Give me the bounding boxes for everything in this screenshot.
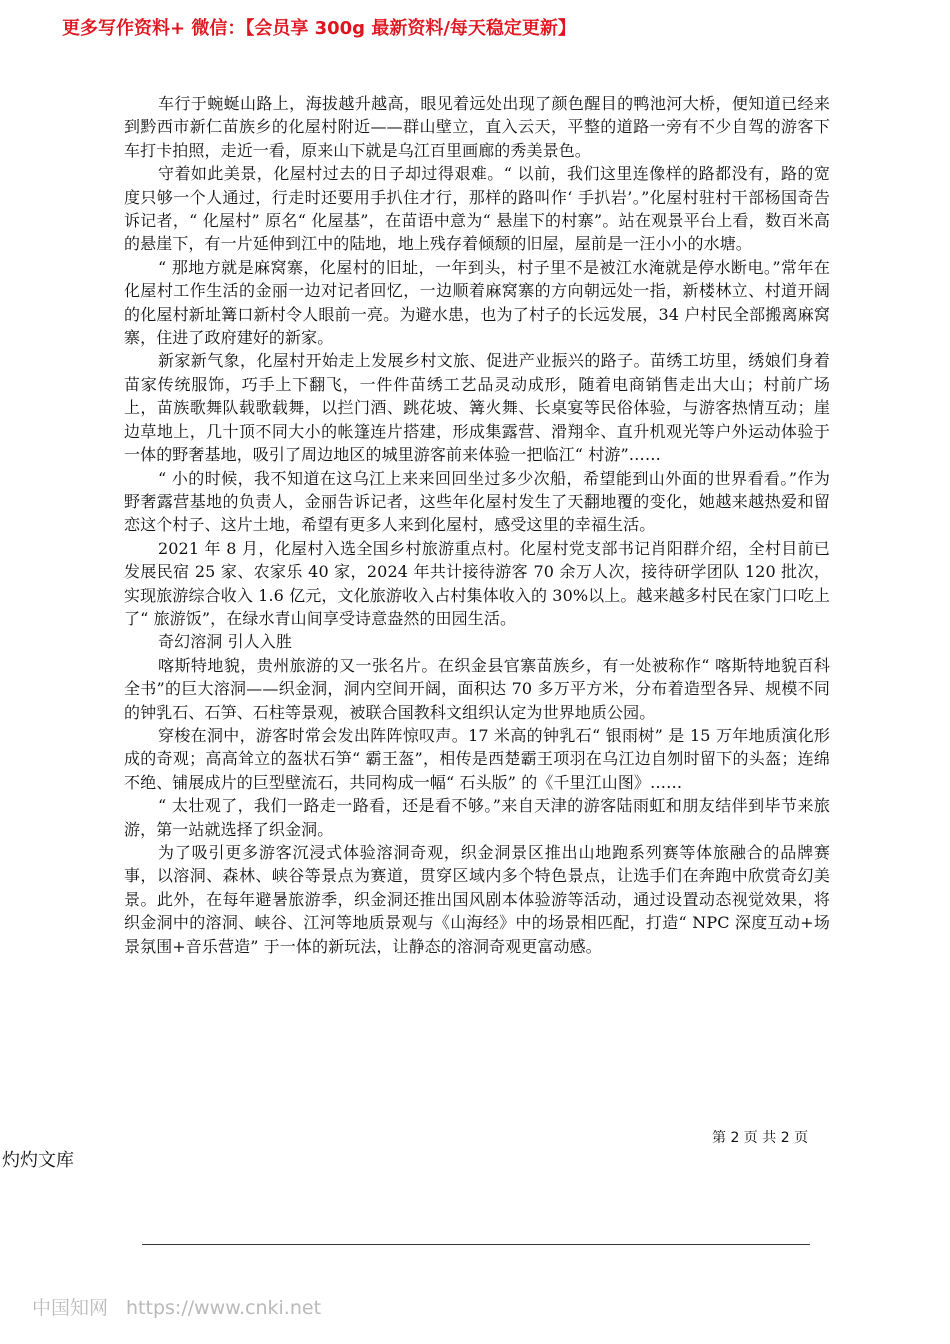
paragraph: 为了吸引更多游客沉浸式体验溶洞奇观，织金洞景区推出山地跑系列赛等体旅融合的品牌赛事，以溶洞、森林、峡谷等景点为赛道，贯穿区域内多个特色景点，让选手们在奔跑中欣赏奇幻美景。此外，在每年避暑旅游季，织金洞还推出国风剧本体验游等活动，通过设置动态视觉效果，将织金洞中的溶洞、峡谷、江河等地质景观与《山海经》中的场景相匹配，打造“ NPC 深度互动+场景氛围+音乐营造” 于一体的新玩法，让静态的溶洞奇观更富动感。	[124, 843, 830, 956]
site-name: 中国知网	[32, 1297, 109, 1319]
footer-source	[32, 1293, 321, 1320]
paragraph: 新家新气象，化屋村开始走上发展乡村文旅、促进产业振兴的路子。苗绣工坊里，绣娘们身着苗家传统服饰，巧手上下翻飞，一件件苗绣工艺品灵动成形，随着电商销售走出大山；村前广场上，苗族歌舞队载歌载舞，以拦门酒、跳花坡、篝火舞、长桌宴等民俗体验，与游客热情互动；崖边草地上，几十顶不同大小的帐篷连片搭建，形成集露营、滑翔伞、直升机观光等户外运动体验于一体的野奢基地，吸引了周边地区的城里游客前来体验一把临江“ 村游”……	[124, 351, 830, 465]
page-number: 第 2 页 共 2 页	[712, 1130, 809, 1146]
paragraph: 守着如此美景，化屋村过去的日子却过得艰难。“ 以前，我们这里连像样的路都没有，路的宽度只够一个人通过，行走时还要用手扒住才行，那样的路叫作‘ 手扒岩’。”化屋村驻村干部杨国奇告诉记者，“ 化屋村” 原名“ 化屋基”，在苗语中意为“ 悬崖下的村寨”。站在观景平台上看，数百米高的悬崖下，有一片延伸到江中的陆地，地上残存着倾颓的旧屋，屋前是一汪小小的水塘。	[124, 164, 830, 254]
paragraph: 车行于蜿蜒山路上，海拔越升越高，眼见着远处出现了颜色醒目的鸭池河大桥，便知道已经来到黔西市新仁苗族乡的化屋村附近——群山壁立，直入云天，平整的道路一旁有不少自驾的游客下车打卡拍照，走近一看，原来山下就是乌江百里画廊的秀美景色。	[124, 94, 830, 160]
paragraph: 2021 年 8 月，化屋村入选全国乡村旅游重点村。化屋村党支部书记肖阳群介绍，全村目前已发展民宿 25 家、农家乐 40 家，2024 年共计接待游客 70 余万人次，接待研学团队 120 批次，实现旅游综合收入 1.6 亿元，文化旅游收入占村集体收入的 30%以上。越来越多村民在家门口吃上了“ 旅游饭”，在绿水青山间享受诗意盎然的田园生活。	[124, 538, 830, 628]
paragraph: “ 小的时候，我不知道在这乌江上来来回回坐过多少次船，希望能到山外面的世界看看。”作为野奢露营基地的负责人，金丽告诉记者，这些年化屋村发生了天翻地覆的变化，她越来越热爱和留恋这个村子、这片土地，希望有更多人来到化屋村，感受这里的幸福生活。	[124, 468, 830, 535]
promo-banner: 更多写作资料+ 微信：【会员享 300g 最新资料/每天稳定更新】	[62, 18, 576, 39]
section-heading: 奇幻溶洞 引人入胜	[158, 632, 292, 652]
paragraph: “ 那地方就是麻窝寨，化屋村的旧址，一年到头，村子里不是被江水淹就是停水断电。”常年在化屋村工作生活的金丽一边对记者回忆，一边顺着麻窝寨的方向朝远处一指，新楼林立、村道开阔的化屋村新址篝口新村令人眼前一亮。为避水患，也为了村子的长远发展，34 户村民全部搬离麻窝寨，住进了政府建好的新家。	[124, 257, 830, 348]
paragraph: 穿梭在洞中，游客时常会发出阵阵惊叹声。17 米高的钟乳石“ 银雨树” 是 15 万年地质演化形成的奇观；高高耸立的盔状石笋“ 霸王盔”，相传是西楚霸王项羽在乌江边自刎时留下的头盔；连绵不绝、铺展成片的巨型壁流石，共同构成一幅“ 石头版” 的《千里江山图》……	[124, 725, 830, 792]
watermark-text: 灼灼文库	[2, 1150, 74, 1171]
site-url[interactable]: https://www.cnki.net	[126, 1297, 322, 1319]
article-body	[124, 92, 830, 958]
footer-divider	[142, 1244, 810, 1245]
paragraph: 喀斯特地貌，贵州旅游的又一张名片。在织金县官寨苗族乡，有一处被称作“ 喀斯特地貌百科全书”的巨大溶洞——织金洞，洞内空间开阔，面积达 70 多万平方米，分布着造型各异、规模不同的钟乳石、石笋、石柱等景观，被联合国教科文组织认定为世界地质公园。	[124, 655, 830, 722]
paragraph: “ 太壮观了，我们一路走一路看，还是看不够。”来自天津的游客陆雨虹和朋友结伴到毕节来旅游，第一站就选择了织金洞。	[124, 796, 830, 839]
